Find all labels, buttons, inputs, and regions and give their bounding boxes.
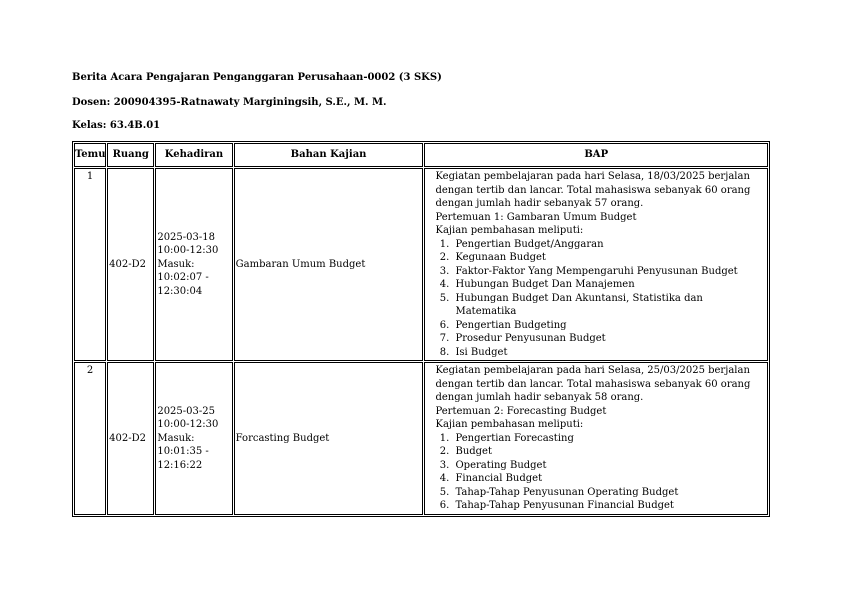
cell-temu: 2 [74, 362, 106, 515]
cell-ruang: 402-D2 [107, 362, 154, 515]
bap-kajian-label: Kajian pembahasan meliputi: [435, 225, 584, 236]
list-item: 1. Pengertian Budget/Anggaran [452, 238, 766, 252]
list-item: 4. Hubungan Budget Dan Manajemen [452, 278, 766, 292]
list-item: 5. Hubungan Budget Dan Akuntansi, Statistika dan Matematika [452, 292, 766, 319]
bap-topic-list [435, 432, 766, 513]
bap-pertemuan: Pertemuan 1: Gambaran Umum Budget [435, 211, 637, 223]
table-row [74, 362, 768, 515]
cell-bap [424, 168, 768, 361]
cell-bap [424, 362, 768, 515]
list-item: 8. Isi Budget [452, 346, 766, 360]
list-item: 3. Operating Budget [452, 459, 766, 473]
cell-bahan-kajian: Forcasting Budget [234, 362, 424, 515]
list-item: 6. Pengertian Budgeting [452, 319, 766, 333]
list-item: 3. Faktor-Faktor Yang Mempengaruhi Penyusunan Budget [452, 265, 766, 279]
list-item: 5. Tahap-Tahap Penyusunan Operating Budget [452, 486, 766, 500]
bap-intro: Kegiatan pembelajaran pada hari Selasa, 18/03/2025 berjalan dengan tertib dan lancar. Total mahasiswa sebanyak 60 orang dengan jumlah hadir sebanyak 57 orang. [435, 171, 751, 209]
document-title: Berita Acara Pengajaran Penganggaran Perusahaan-0002 (3 SKS) [72, 72, 442, 83]
list-item: 7. Prosedur Penyusunan Budget [452, 332, 766, 346]
list-item: 6. Tahap-Tahap Penyusunan Financial Budget [452, 499, 766, 513]
bap-kajian-label: Kajian pembahasan meliputi: [435, 419, 584, 430]
table-row [74, 168, 768, 361]
col-header-kehadiran: Kehadiran [155, 143, 232, 167]
table-header-row [74, 143, 768, 167]
col-header-bap: BAP [424, 143, 768, 167]
bap-topic-list [435, 238, 766, 360]
list-item: 2. Budget [452, 445, 766, 459]
lecturer-line: Dosen: 200904395-Ratnawaty Marginingsih, S.E., M. M. [72, 97, 387, 108]
bap-pertemuan: Pertemuan 2: Forecasting Budget [435, 405, 607, 417]
class-line: Kelas: 63.4B.01 [72, 120, 161, 131]
cell-kehadiran: 2025-03-25 10:00-12:30 Masuk: 10:01:35 - 12:16:22 [155, 362, 232, 515]
list-item: 2. Kegunaan Budget [452, 251, 766, 265]
list-item: 1. Pengertian Forecasting [452, 432, 766, 446]
cell-ruang: 402-D2 [107, 168, 154, 361]
cell-temu: 1 [74, 168, 106, 361]
col-header-bahan-kajian: Bahan Kajian [234, 143, 424, 167]
list-item: 4. Financial Budget [452, 472, 766, 486]
bap-intro: Kegiatan pembelajaran pada hari Selasa, 25/03/2025 berjalan dengan tertib dan lancar. Total mahasiswa sebanyak 60 orang dengan jumlah hadir sebanyak 58 orang. [435, 365, 751, 403]
cell-bahan-kajian: Gambaran Umum Budget [234, 168, 424, 361]
attendance-table [72, 141, 770, 517]
col-header-ruang: Ruang [107, 143, 154, 167]
cell-kehadiran: 2025-03-18 10:00-12:30 Masuk: 10:02:07 - 12:30:04 [155, 168, 232, 361]
col-header-temu: Temu [74, 143, 106, 167]
